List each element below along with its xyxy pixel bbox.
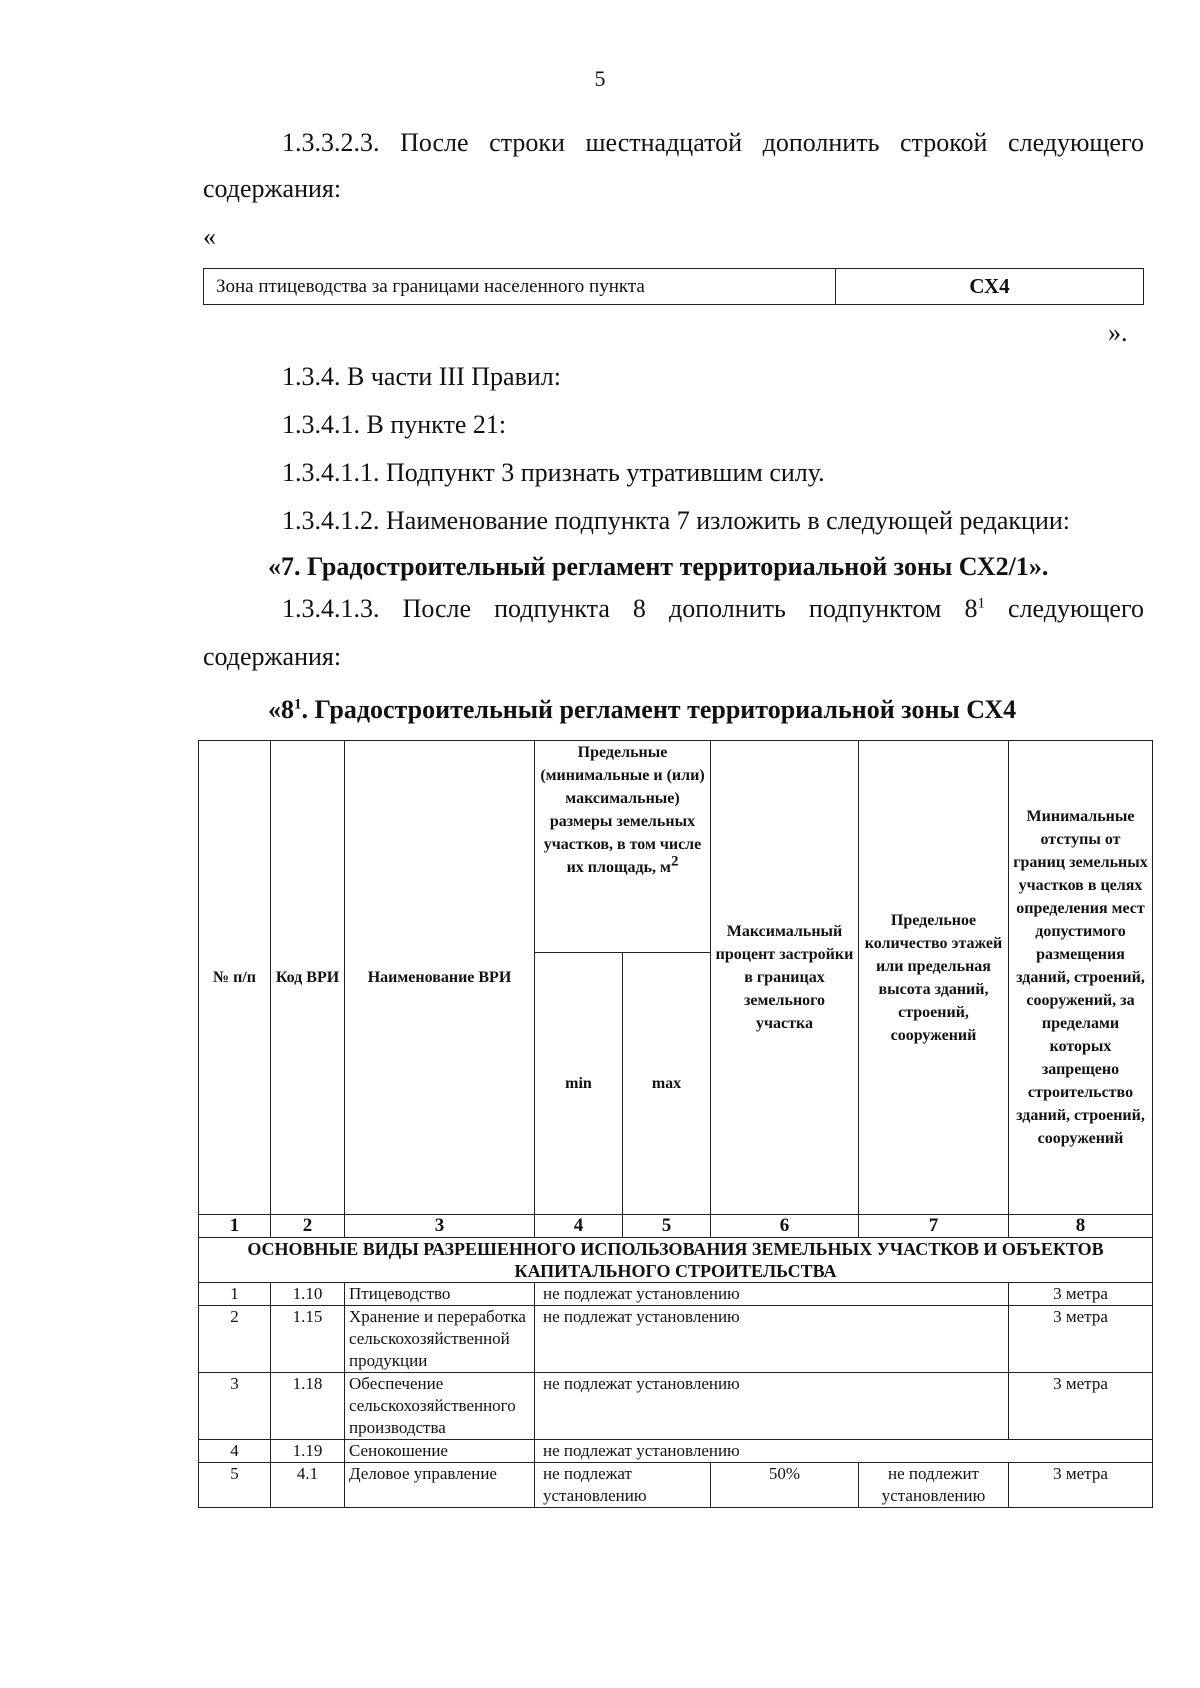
paragraph-7-text-b: следующего (984, 594, 1144, 623)
row-num: 4 (199, 1440, 271, 1463)
row-name: Обеспечение сельскохозяйственного производства (345, 1373, 535, 1440)
row-code: 1.18 (271, 1373, 345, 1440)
zone-heading-superscript: 1 (294, 696, 302, 713)
paragraph-1-line-2: содержания: (203, 174, 342, 203)
table-row (199, 1440, 1153, 1463)
paragraph-4: 1.3.4.1.1. Подпункт 3 признать утратившим силу. (282, 458, 825, 487)
row-percent: 50% (711, 1463, 859, 1508)
column-number: 6 (711, 1215, 859, 1238)
table-row (199, 1283, 1153, 1306)
zone-table-row (204, 269, 1144, 305)
row-code: 1.15 (271, 1306, 345, 1373)
column-number: 3 (345, 1215, 535, 1238)
row-code: 4.1 (271, 1463, 345, 1508)
row-name: Деловое управление (345, 1463, 535, 1508)
header-num: № п/п (199, 741, 271, 1215)
row-num: 5 (199, 1463, 271, 1508)
header-size-superscript: 2 (670, 853, 679, 870)
column-number: 7 (859, 1215, 1009, 1238)
zone-heading-text-a: «8 (268, 695, 294, 724)
paragraph-3: 1.3.4.1. В пункте 21: (282, 410, 507, 439)
column-number: 2 (271, 1215, 345, 1238)
zone-heading-text-b: . Градостроительный регламент территориальной зоны СХ4 (301, 695, 1017, 724)
zone-code: СХ4 (836, 269, 1144, 305)
row-name: Хранение и переработка сельскохозяйственной продукции (345, 1306, 535, 1373)
regulation-table (198, 740, 1153, 1508)
paragraph-7-line-1 (282, 594, 1144, 624)
row-setback: 3 метра (1009, 1373, 1153, 1440)
column-number: 1 (199, 1215, 271, 1238)
header-min: min (535, 953, 623, 1215)
table-row (199, 1373, 1153, 1440)
header-percent: Максимальный процент застройки в границах земельного участка (711, 741, 859, 1215)
row-not-set: не подлежат установлению (535, 1283, 1009, 1306)
row-not-set: не подлежат установлению (535, 1306, 1009, 1373)
row-size: не подлежат установлению (535, 1463, 711, 1508)
column-number: 5 (623, 1215, 711, 1238)
row-setback: 3 метра (1009, 1463, 1153, 1508)
row-setback: 3 метра (1009, 1306, 1153, 1373)
table-row (199, 1463, 1153, 1508)
zone-name: Зона птицеводства за границами населенного пункта (204, 269, 836, 305)
section-title: ОСНОВНЫЕ ВИДЫ РАЗРЕШЕННОГО ИСПОЛЬЗОВАНИЯ ЗЕМЕЛЬНЫХ УЧАСТКОВ И ОБЪЕКТОВ КАПИТАЛЬНОГО СТРОИТЕЛЬСТВА (199, 1238, 1153, 1283)
header-code: Код ВРИ (271, 741, 345, 1215)
header-setback: Минимальные отступы от границ земельных участков в целях определения мест допустимого размещения зданий, строений, сооружений, за пределами которых запрещено строительство зданий, строений, сооружений (1009, 741, 1153, 1215)
row-num: 3 (199, 1373, 271, 1440)
row-name: Птицеводство (345, 1283, 535, 1306)
paragraph-5: 1.3.4.1.2. Наименование подпункта 7 изложить в следующей редакции: (282, 506, 1070, 535)
header-size (535, 741, 711, 953)
open-quote: « (203, 222, 216, 251)
zone-heading (268, 695, 1016, 725)
header-row-1 (199, 741, 1153, 953)
header-max: max (623, 953, 711, 1215)
paragraph-6-bold: «7. Градостроительный регламент территориальной зоны СХ2/1». (268, 552, 1049, 581)
page-number: 5 (594, 66, 606, 91)
row-not-set: не подлежат установлению (535, 1373, 1009, 1440)
column-number: 4 (535, 1215, 623, 1238)
row-code: 1.10 (271, 1283, 345, 1306)
header-name: Наименование ВРИ (345, 741, 535, 1215)
zone-table (203, 268, 1144, 305)
paragraph-7-superscript: 1 (977, 595, 985, 612)
row-code: 1.19 (271, 1440, 345, 1463)
table-row (199, 1306, 1153, 1373)
close-quote: ». (1108, 318, 1128, 347)
paragraph-2: 1.3.4. В части III Правил: (282, 362, 561, 391)
paragraph-7-line-2: содержания: (203, 642, 342, 671)
row-not-set: не подлежат установлению (535, 1440, 1153, 1463)
row-floors: не подлежит установлению (859, 1463, 1009, 1508)
paragraph-7-text-a: 1.3.4.1.3. После подпункта 8 дополнить подпунктом 8 (282, 594, 978, 623)
row-num: 2 (199, 1306, 271, 1373)
paragraph-1-line-1: 1.3.3.2.3. После строки шестнадцатой дополнить строкой следующего (282, 128, 1144, 157)
row-setback: 3 метра (1009, 1283, 1153, 1306)
header-size-text: Предельные (минимальные и (или) максимальные) размеры земельных участков, в том числе их площадь, м (540, 744, 705, 876)
row-name: Сенокошение (345, 1440, 535, 1463)
column-number: 8 (1009, 1215, 1153, 1238)
section-row (199, 1238, 1153, 1283)
header-floors: Предельное количество этажей или предельная высота зданий, строений, сооружений (859, 741, 1009, 1215)
column-number-row (199, 1215, 1153, 1238)
row-num: 1 (199, 1283, 271, 1306)
